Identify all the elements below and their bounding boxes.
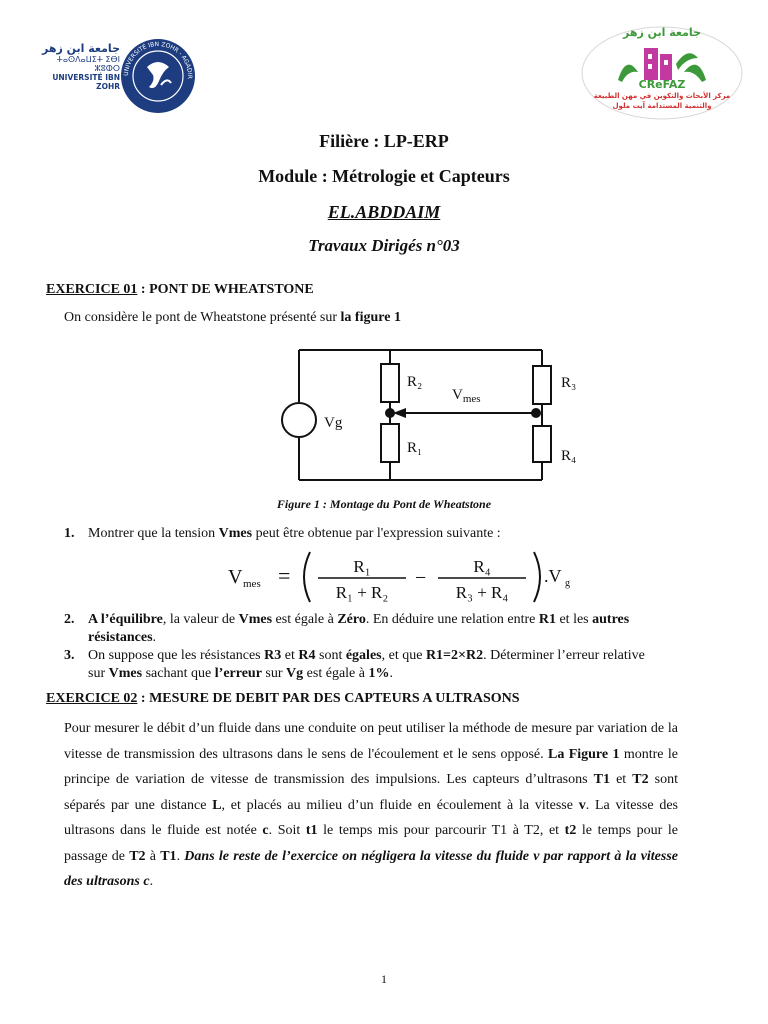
university-seal-icon [119, 37, 197, 115]
formula-equals: = [278, 563, 291, 588]
crefaz-logo [578, 24, 746, 122]
page-number: 1 [381, 972, 387, 986]
filiere-title: Filière : LP-ERP [319, 131, 449, 151]
exercice-02-label: EXERCICE 02 [46, 691, 138, 706]
question-3: 3. On suppose que les résistances R3 et R4 sont égales, et que R1=2×R2. Déterminer l’erreur relative sur Vmes sachant que l’erreur sur Vg est égale à 1%. [64, 648, 645, 681]
exercice-02-paragraph: Pour mesurer le débit d’un fluide dans une conduite on peut utiliser la méthode de mesure par variation de la vitesse de transmission des ultrasons dans le sens de l'écoulement et le sens opposé. La Figure 1 montre le principe de variation de vitesse de transmission des impulsions. Les capteurs d’ultrasons T1 et T2 sont séparés par une distance L, et placés au milieu d’un fluide en écoulement à la vitesse v. La vitesse des ultrasons dans le fluide est notée c. Soit t1 le temps mis pour parcourir T1 à T2, et t2 le temps pour le passage de T2 à T1. Dans le reste de l’exercice on négligera la vitesse du fluide v par rapport à la vitesse des ultrasons c. [64, 721, 679, 889]
question-1: 1. Montrer que la tension Vmes peut être obtenue par l'expression suivante : [64, 526, 501, 541]
university-name: UNIVERSITÉ IBN ZOHR [52, 73, 120, 91]
fraction-2-numerator: R₄ [473, 557, 491, 576]
node-right [531, 408, 541, 418]
crefaz-acronym: CReFAZ [638, 78, 686, 91]
figure-1-caption: Figure 1 : Montage du Pont de Wheatstone [276, 497, 492, 511]
fraction-1-denominator: R₁ + R₂ [335, 583, 389, 602]
crefaz-arabic-title: جامعة ابن زهر [622, 26, 701, 39]
label-r3: R₃ [561, 375, 577, 391]
intro-text: On considère le pont de Wheatstone présenté sur [64, 310, 341, 325]
question-2-number: 2. [64, 612, 75, 627]
module-title: Module : Métrologie et Capteurs [258, 166, 510, 186]
crefaz-arabic-line1: مركز الأبحاث والتكوين في مهن الطبيعة [593, 92, 731, 100]
wheatstone-bridge-diagram [280, 342, 600, 488]
right-paren [534, 552, 540, 602]
exercice-01-label: EXERCICE 01 [46, 282, 138, 297]
fraction-1-numerator: R₁ [353, 557, 371, 576]
arrow-icon [393, 408, 406, 418]
label-vg: Vg [324, 415, 343, 431]
exercice-01-intro [64, 310, 401, 326]
fraction-2-denominator: R₃ + R₄ [455, 583, 509, 602]
left-paren [304, 552, 310, 602]
resistor-r1 [381, 424, 399, 462]
author-name: EL.ABDDAIM [327, 202, 441, 222]
crefaz-arabic-line2: والتنمية المستدامة آيت ملول [612, 102, 712, 110]
formula-tail-sub: g [565, 578, 570, 589]
label-r1: R₁ [407, 440, 423, 456]
intro-figure-ref: la figure 1 [340, 310, 401, 325]
exercice-01-title: : PONT DE WHEATSTONE [137, 282, 314, 297]
university-name-arabic: جامعة ابن زهر [41, 42, 120, 55]
td-title: Travaux Dirigés n°03 [308, 236, 460, 255]
resistor-r3 [533, 366, 551, 404]
resistor-r4 [533, 426, 551, 462]
formula-lhs: V [228, 566, 243, 588]
formula-tail: .V [544, 566, 562, 586]
university-name-tifinagh: ⵜⴰⵙⴷⴰⵡⵉⵜ ⵉⴱⵏ ⵣⵓⵀⵔ [56, 55, 120, 73]
seal-ring-text: UNIVERSITÉ IBN ZOHR - AGADIR [122, 40, 194, 79]
question-3-number: 3. [64, 648, 75, 663]
formula-lhs-sub: mes [243, 578, 261, 590]
label-r4: R₄ [561, 448, 577, 464]
exercice-02-title: : MESURE DE DEBIT PAR DES CAPTEURS A ULTRASONS [137, 691, 520, 706]
exercice-02-heading [46, 691, 520, 707]
formula-minus: − [415, 567, 427, 589]
label-r2: R₂ [407, 374, 423, 390]
question-1-number: 1. [64, 526, 75, 541]
exercice-01-heading [46, 282, 314, 298]
vmes-formula [222, 548, 582, 606]
voltage-source-icon [282, 403, 316, 437]
question-2: 2. A l’équilibre, la valeur de Vmes est égale à Zéro. En déduire une relation entre R1 et les autres résistances. [64, 612, 630, 645]
label-vmes: $V_{mes}$ [452, 387, 481, 405]
resistor-r2 [381, 364, 399, 402]
university-logo-text [30, 42, 120, 91]
